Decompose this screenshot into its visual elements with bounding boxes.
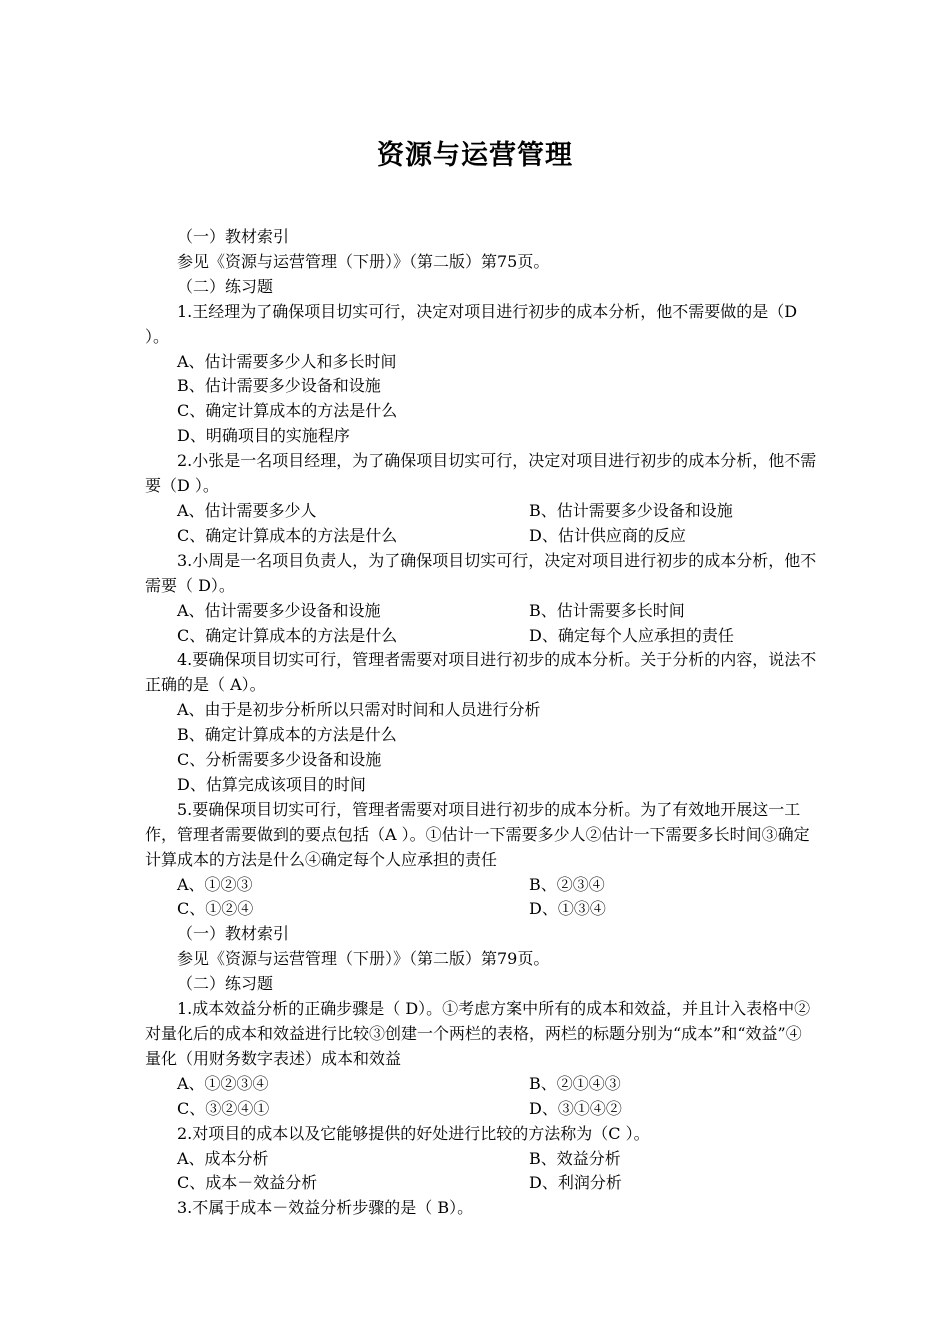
option: A、成本分析 xyxy=(177,1148,269,1168)
question-text: 2.对项目的成本以及它能够提供的好处进行比较的方法称为（C ）。 xyxy=(177,1123,650,1143)
option: B、估计需要多少设备和设施 xyxy=(177,376,381,396)
document-body xyxy=(145,225,817,1221)
option: B、估计需要多长时间 xyxy=(529,600,685,620)
option: D、利润分析 xyxy=(529,1173,622,1193)
option: D、估计供应商的反应 xyxy=(529,525,686,545)
option: C、确定计算成本的方法是什么 xyxy=(177,525,398,545)
option-row xyxy=(145,873,817,898)
question-text: 3.小周是一名项目负责人，为了确保项目切实可行，决定对项目进行初步的成本分析，他不需要（ D）。 xyxy=(145,550,817,595)
option: D、估算完成该项目的时间 xyxy=(177,774,366,794)
section-heading: （二）练习题 xyxy=(177,974,274,994)
option: C、确定计算成本的方法是什么 xyxy=(177,625,398,645)
question-text: 2.小张是一名项目经理，为了确保项目切实可行，决定对项目进行初步的成本分析，他不需要（D ）。 xyxy=(145,451,817,496)
option: D、确定每个人应承担的责任 xyxy=(529,625,734,645)
option: C、③②④① xyxy=(177,1098,270,1118)
option-row xyxy=(145,1097,817,1122)
option: D、③①④② xyxy=(529,1098,622,1118)
question-text: 4.要确保项目切实可行，管理者需要对项目进行初步的成本分析。关于分析的内容，说法不正确的是（ A）。 xyxy=(145,650,817,695)
option: B、②③④ xyxy=(529,874,605,894)
textbook-reference: 参见《资源与运营管理（下册）》（第二版）第79页。 xyxy=(177,949,550,969)
option: A、估计需要多少设备和设施 xyxy=(177,600,381,620)
option-row xyxy=(145,599,817,624)
option: B、估计需要多少设备和设施 xyxy=(529,500,733,520)
option-row xyxy=(145,1072,817,1097)
question-text: 1.成本效益分析的正确步骤是（ D）。①考虑方案中所有的成本和效益，并且计入表格中②对量化后的成本和效益进行比较③创建一个两栏的表格，两栏的标题分别为“成本”和“效益”④量化（用财务数字表述）成本和效益 xyxy=(145,999,811,1068)
option-row xyxy=(145,524,817,549)
option: B、效益分析 xyxy=(529,1148,621,1168)
option: B、确定计算成本的方法是什么 xyxy=(177,725,397,745)
textbook-reference: 参见《资源与运营管理（下册）》（第二版）第75页。 xyxy=(177,251,550,271)
page-title: 资源与运营管理 xyxy=(377,140,573,171)
section-heading: （一）教材索引 xyxy=(177,924,290,944)
option: C、①②④ xyxy=(177,899,254,919)
option: A、估计需要多少人 xyxy=(177,500,317,520)
option: A、①②③ xyxy=(177,874,253,894)
option: C、确定计算成本的方法是什么 xyxy=(177,401,398,421)
option: D、明确项目的实施程序 xyxy=(177,426,350,446)
section-heading: （二）练习题 xyxy=(177,276,274,296)
option: C、分析需要多少设备和设施 xyxy=(177,750,382,770)
option: B、②①④③ xyxy=(529,1073,621,1093)
option-row xyxy=(145,624,817,649)
option-row xyxy=(145,897,817,922)
option-row xyxy=(145,1147,817,1172)
option: A、由于是初步分析所以只需对时间和人员进行分析 xyxy=(177,700,541,720)
option: C、成本－效益分析 xyxy=(177,1173,318,1193)
section-heading: （一）教材索引 xyxy=(177,227,290,246)
question-text: 1.王经理为了确保项目切实可行，决定对项目进行初步的成本分析，他不需要做的是（D ）。 xyxy=(145,301,798,346)
option-row xyxy=(145,1171,817,1196)
question-text: 5.要确保项目切实可行，管理者需要对项目进行初步的成本分析。为了有效地开展这一工作，管理者需要做到的要点包括（A ）。①估计一下需要多少人②估计一下需要多长时间③确定计算成本的方法是什么④确定每个人应承担的责任 xyxy=(145,799,810,869)
option: D、①③④ xyxy=(529,899,606,919)
question-text: 3.不属于成本－效益分析步骤的是（ B）。 xyxy=(177,1198,474,1218)
option-row xyxy=(145,499,817,524)
option: A、①②③④ xyxy=(177,1073,269,1093)
option: A、估计需要多少人和多长时间 xyxy=(177,351,397,371)
